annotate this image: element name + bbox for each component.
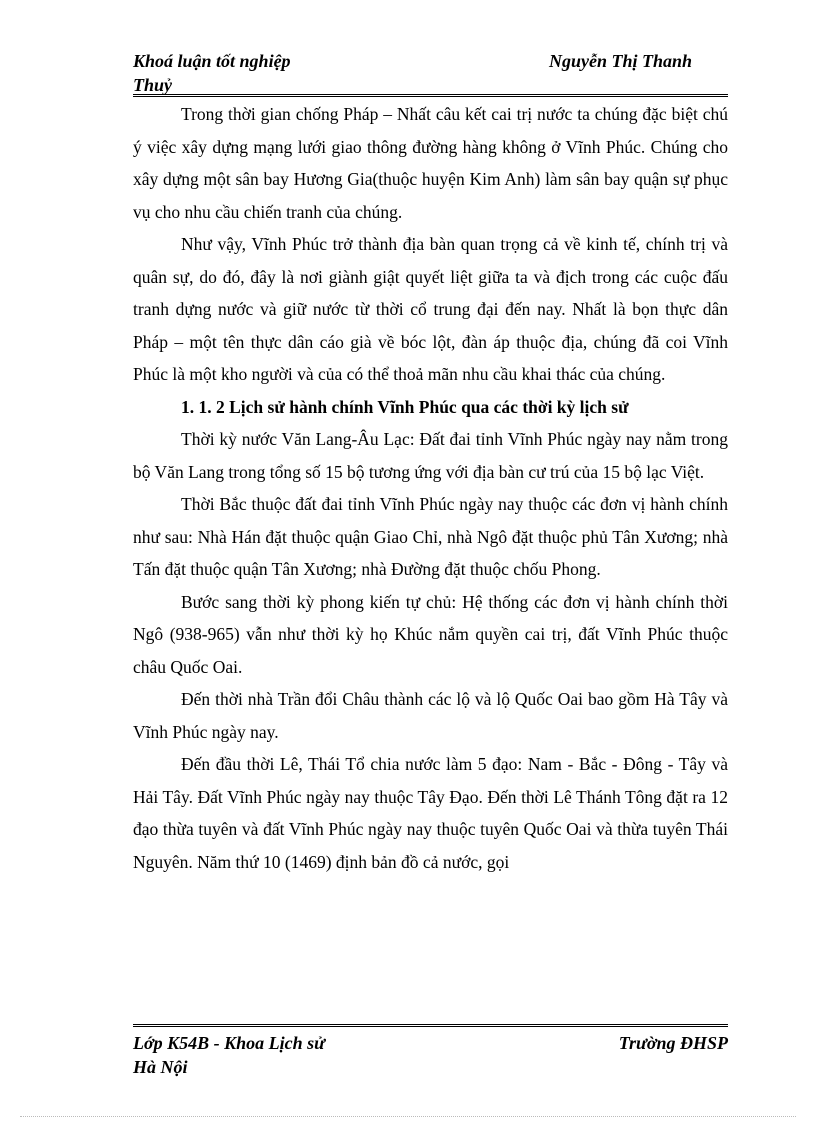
page-header	[133, 48, 728, 100]
footer-university: Trường ĐHSP	[618, 1033, 728, 1053]
section-heading: 1. 1. 2 Lịch sử hành chính Vĩnh Phúc qua các thời kỳ lịch sử	[181, 396, 629, 417]
header-thesis-title: Khoá luận tốt nghiệp	[133, 51, 291, 71]
header-author-name: Nguyễn Thị Thanh	[549, 51, 693, 71]
page-footer	[133, 1030, 728, 1082]
header-author-name-continuation: Thuỷ	[133, 75, 173, 95]
paragraph-ngo-dynasty: Bước sang thời kỳ phong kiến tự chủ: Hệ thống các đơn vị hành chính thời Ngô (938-965) vẫn như thời kỳ họ Khúc nắm quyền cai trị, đất Vĩnh Phúc thuộc châu Quốc Oai.	[133, 591, 728, 677]
footer-university-continuation: Hà Nội	[133, 1057, 188, 1077]
paragraph-strategic-importance: Như vậy, Vĩnh Phúc trở thành địa bàn quan trọng cả về kinh tế, chính trị và quân sự, do đó, đây là nơi giành giật quyết liệt giữa ta và địch trong các cuộc đấu tranh dựng nước và giữ nước từ thời cổ trung đại đến nay. Nhất là bọn thực dân Pháp – một tên thực dân cáo già về bóc lột, đàn áp thuộc địa, chúng đã coi Vĩnh Phúc là một kho người và của có thể thoả mãn nhu cầu khai thác của chúng.	[133, 234, 728, 384]
footer-rule	[133, 1024, 728, 1027]
paragraph-le-dynasty: Đến đầu thời Lê, Thái Tổ chia nước làm 5 đạo: Nam - Bắc - Đông - Tây và Hải Tây. Đất Vĩnh Phúc ngày nay thuộc Tây Đạo. Đến thời Lê Thánh Tông đặt ra 12 đạo thừa tuyên và đất Vĩnh Phúc ngày nay thuộc tuyên Quốc Oai và thừa tuyên Thái Nguyên. Năm thứ 10 (1469) định bản đồ cả nước, gọi	[133, 754, 728, 872]
paragraph-tran-dynasty: Đến thời nhà Trần đổi Châu thành các lộ và lộ Quốc Oai bao gồm Hà Tây và Vĩnh Phúc ngày nay.	[133, 689, 728, 742]
header-rule	[133, 94, 728, 97]
footer-class-faculty: Lớp K54B - Khoa Lịch sử	[133, 1033, 325, 1053]
paragraph-bac-thuoc: Thời Bắc thuộc đất đai tỉnh Vĩnh Phúc ngày nay thuộc các đơn vị hành chính như sau: Nhà Hán đặt thuộc quận Giao Chỉ, nhà Ngô đặt thuộc phủ Tân Xương; nhà Tấn đặt thuộc quận Tân Xương; nhà Đường đặt thuộc chốu Phong.	[133, 494, 728, 579]
paragraph-van-lang: Thời kỳ nước Văn Lang-Âu Lạc: Đất đai tỉnh Vĩnh Phúc ngày nay nằm trong bộ Văn Lang trong tổng số 15 bộ tương ứng với địa bàn cư trú của 15 bộ lạc Việt.	[133, 429, 728, 482]
page-bottom-dotted-line	[20, 1116, 796, 1117]
paragraph-airport: Trong thời gian chống Pháp – Nhất câu kết cai trị nước ta chúng đặc biệt chú ý việc xây dựng mạng lưới giao thông đường hàng không ở Vĩnh Phúc. Chúng cho xây dựng một sân bay Hương Gia(thuộc huyện Kim Anh) làm sân bay quận sự phục vụ cho nhu cầu chiến tranh của chúng.	[133, 104, 728, 222]
document-body	[133, 98, 728, 878]
